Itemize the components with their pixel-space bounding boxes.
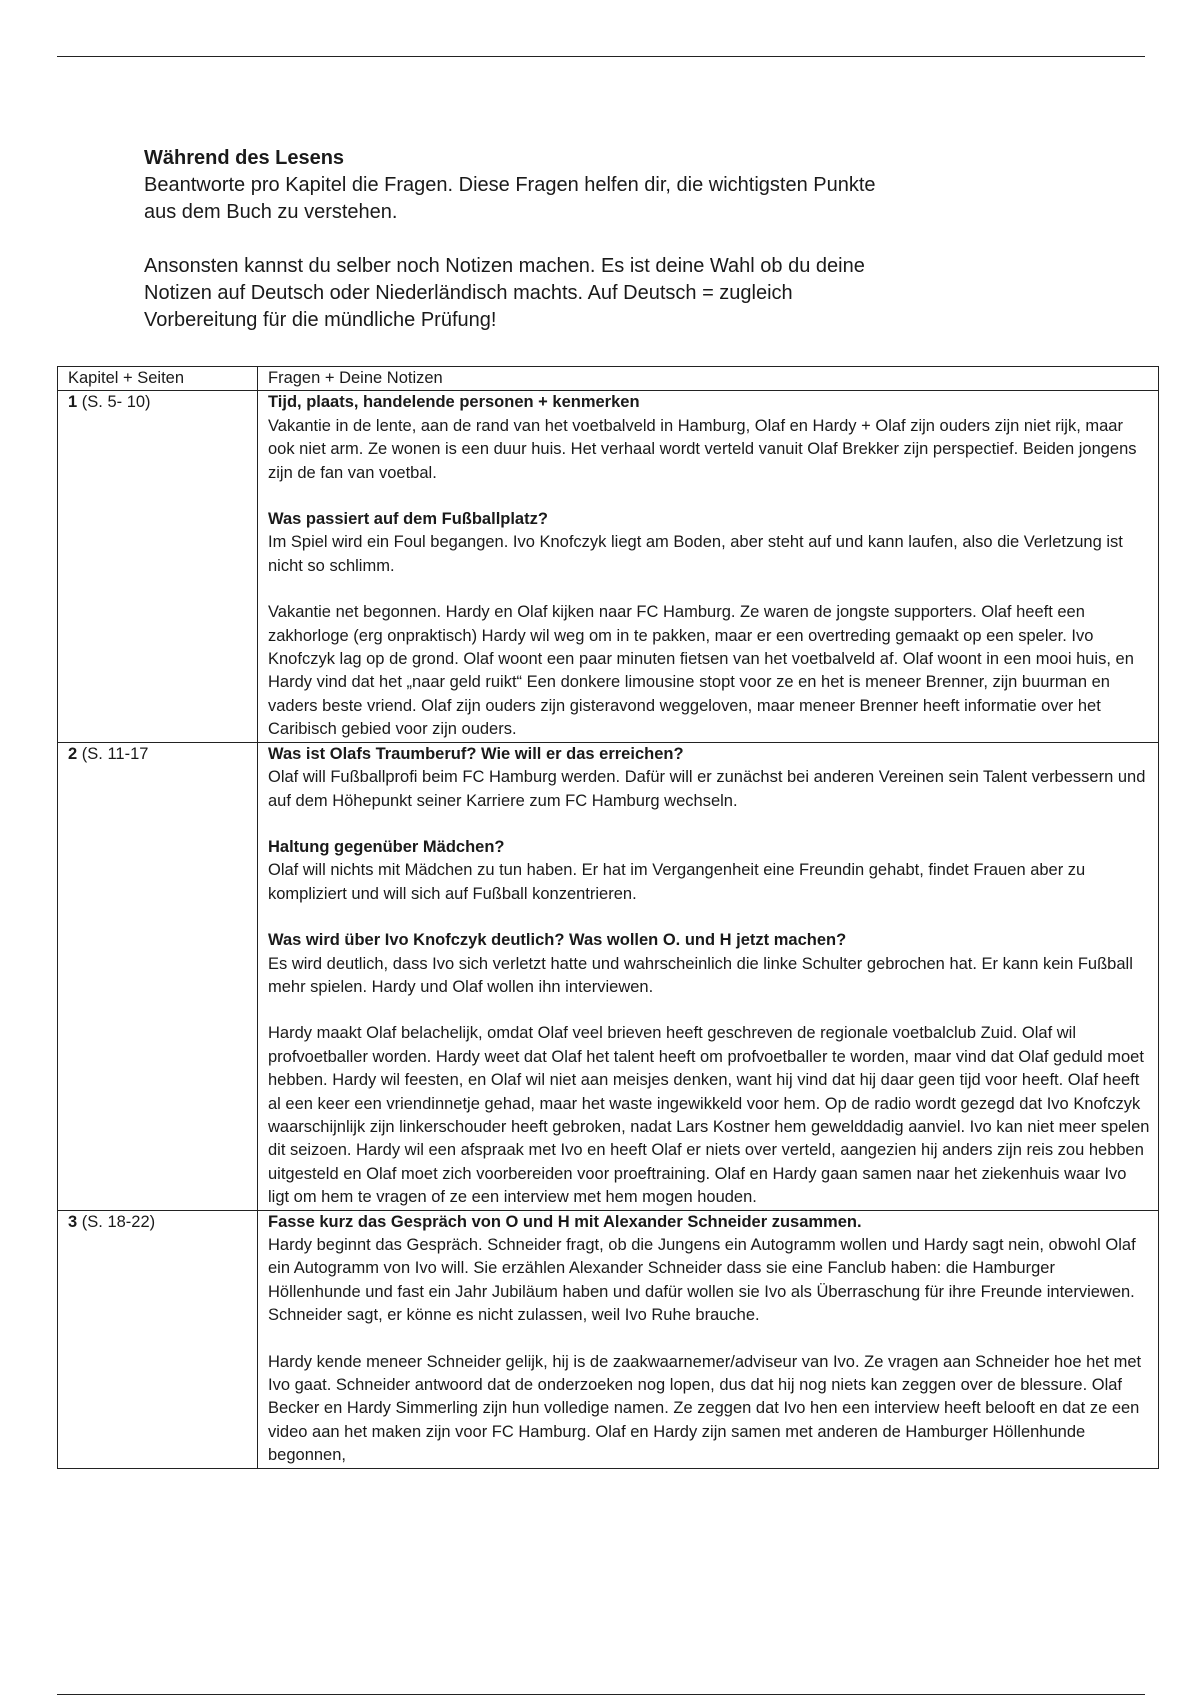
notes-cell (258, 1210, 1159, 1468)
intro-heading: Während des Lesens (144, 147, 345, 169)
chapter-cell (58, 742, 258, 1210)
note-block (268, 743, 1152, 813)
answer-text: Hardy beginnt das Gespräch. Schneider fragt, ob die Jungens ein Autogramm wollen und Hardy sagt nein, obwohl Olaf ein Autogramm von Ivo will. Sie erzählen Alexander Schneider dass sie eine Fanclub haben: die Hamburger Höllenhunde und fast ein Jahr Jubiläum haben und dafür wollen sie Ivo als Überraschung für ihre Freunde interviewen. Schneider sagt, er könne es nicht zulassen, weil Ivo Ruhe brauche. (268, 1236, 1136, 1325)
bottom-rule (57, 1694, 1145, 1695)
note-block (268, 836, 1152, 906)
table-row (58, 1210, 1159, 1468)
chapter-cell (58, 1210, 258, 1468)
answer-text: Vakantie net begonnen. Hardy en Olaf kijken naar FC Hamburg. Ze waren de jongste supporters. Olaf heeft een zakhorloge (erg onpraktisch) Hardy wil weg om in te pakken, maar er een overtreding gemaakt op een speler. Ivo Knofczyk lag op de grond. Olaf woont een paar minuten fietsen van het voetbalveld af. Olaf woont in een mooi huis, en Hardy vind dat het „naar geld ruikt“ Een donkere limousine stopt voor ze en het is meneer Brenner, zijn buurman en vaders beste vriend. Olaf zijn ouders zijn gisteravond weggeloven, maar meneer Brenner heeft informatie over het Caribisch gebied voor zijn ouders. (268, 603, 1134, 739)
answer-text: Vakantie in de lente, aan de rand van het voetbalveld in Hamburg, Olaf en Hardy + Olaf zijn ouders zijn niet rijk, maar ook niet arm. Ze wonen is een duur huis. Het verhaal wordt verteld vanuit Olaf Brekker zijn perspectief. Beiden jongens zijn de fan van voetbal. (268, 416, 1137, 482)
question-text: Was passiert auf dem Fußballplatz? (268, 510, 548, 529)
chapter-number: 2 (68, 744, 78, 763)
question-text: Haltung gegenüber Mädchen? (268, 837, 505, 856)
question-text: Tijd, plaats, handelende personen + kenmerken (268, 393, 640, 412)
note-block (268, 1211, 1152, 1328)
note-block (268, 929, 1152, 999)
chapter-pages: (S. 11-17 (77, 744, 149, 763)
intro-section (144, 145, 1064, 334)
notes-table (57, 366, 1159, 1469)
top-rule (57, 56, 1145, 57)
intro-line-5: Vorbereitung für die mündliche Prüfung! (144, 309, 497, 331)
header-chapter: Kapitel + Seiten (58, 367, 258, 391)
note-block (268, 601, 1152, 741)
answer-text: Hardy kende meneer Schneider gelijk, hij is de zaakwaarnemer/adviseur van Ivo. Ze vragen aan Schneider hoe het met Ivo gaat. Schneider antwoord dat de onderzoeken nog lopen, dus dat hij nog niets kan zeggen over de blessure. Olaf Becker en Hardy Simmerling zijn hun volledige namen. Ze zeggen dat Ivo hen een interview heeft belooft en dat ze een video aan het maken zijn voor FC Hamburg. Olaf en Hardy zijn samen met anderen de Hamburger Höllenhunde begonnen, (268, 1352, 1142, 1465)
answer-text: Olaf will Fußballprofi beim FC Hamburg werden. Dafür will er zunächst bei anderen Vereinen sein Talent verbessern und auf dem Höhepunkt seiner Karriere zum FC Hamburg wechseln. (268, 768, 1146, 810)
table-row (58, 391, 1159, 742)
notes-cell (258, 742, 1159, 1210)
question-text: Fasse kurz das Gespräch von O und H mit Alexander Schneider zusammen. (268, 1212, 862, 1231)
note-block (268, 1351, 1152, 1468)
note-block (268, 391, 1152, 485)
chapter-number: 1 (68, 393, 78, 412)
answer-text: Im Spiel wird ein Foul begangen. Ivo Knofczyk liegt am Boden, aber steht auf und kann laufen, also die Verletzung ist nicht so schlimm. (268, 533, 1123, 575)
answer-text: Hardy maakt Olaf belachelijk, omdat Olaf veel brieven heeft geschreven de regionale voetbalclub Zuid. Olaf wil profvoetballer worden. Hardy weet dat Olaf het talent heeft om profvoetballer te worden, maar vind dat Olaf geduld moet hebben. Hardy wil feesten, en Olaf wil niet aan meisjes denken, want hij vind dat hij daar geen tijd voor heeft. Olaf heeft al een keer een vriendinnetje gehad, maar het waste ingewikkeld voor hem. Op de radio wordt gezegd dat Ivo Knofczyk waarschijnlijk zijn linkerschouder heeft gebroken, nadat Lars Kostner hem gewelddadig aanviel. Ivo kan niet meer spelen dit seizoen. Hardy wil een afspraak met Ivo en heeft Olaf er niets over verteld, aangezien hij anders zijn reis zou hebben uitgesteld en Olaf moet zich voorbereiden voor proeftraining. Olaf en Hardy gaan samen naar het ziekenhuis waar Ivo ligt om hem te vragen of ze een interview met hem mogen houden. (268, 1024, 1150, 1207)
intro-line-3: Ansonsten kannst du selber noch Notizen machen. Es ist deine Wahl ob du deine (144, 255, 865, 277)
intro-line-4: Notizen auf Deutsch oder Niederländisch machts. Auf Deutsch = zugleich (144, 282, 793, 304)
chapter-cell (58, 391, 258, 742)
note-block (268, 1022, 1152, 1209)
header-notes: Fragen + Deine Notizen (258, 367, 1159, 391)
intro-line-1: Beantworte pro Kapitel die Fragen. Diese Fragen helfen dir, die wichtigsten Punkte (144, 174, 876, 196)
answer-text: Es wird deutlich, dass Ivo sich verletzt hatte und wahrscheinlich die linke Schulter gebrochen hat. Er kann kein Fußball mehr spielen. Hardy und Olaf wollen ihn interviewen. (268, 954, 1133, 996)
question-text: Was wird über Ivo Knofczyk deutlich? Was wollen O. und H jetzt machen? (268, 931, 847, 950)
table-header-row (58, 367, 1159, 391)
chapter-number: 3 (68, 1212, 78, 1231)
table-row (58, 742, 1159, 1210)
notes-cell (258, 391, 1159, 742)
chapter-pages: (S. 18-22) (77, 1212, 156, 1231)
intro-line-2: aus dem Buch zu verstehen. (144, 201, 398, 223)
note-block (268, 508, 1152, 578)
chapter-pages: (S. 5- 10) (77, 393, 151, 412)
question-text: Was ist Olafs Traumberuf? Wie will er das erreichen? (268, 744, 684, 763)
answer-text: Olaf will nichts mit Mädchen zu tun haben. Er hat im Vergangenheit eine Freundin gehabt, findet Frauen aber zu kompliziert und will sich auf Fußball konzentrieren. (268, 861, 1086, 903)
